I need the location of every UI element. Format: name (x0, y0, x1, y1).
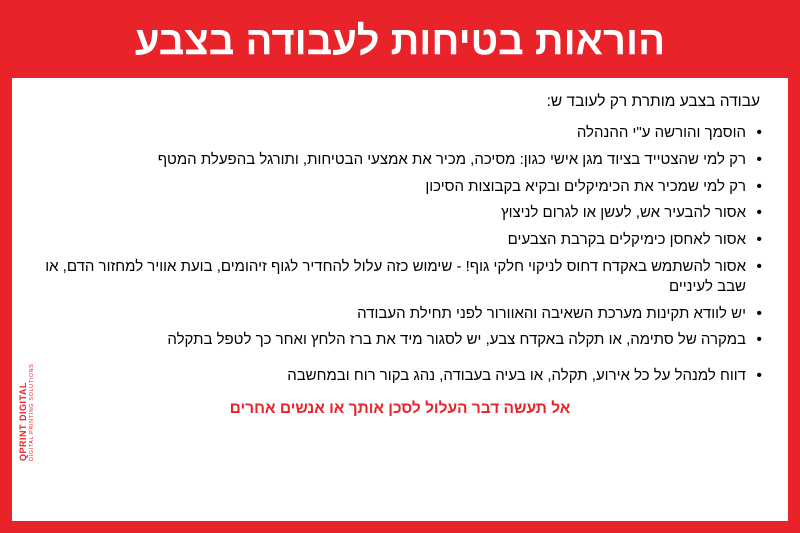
logo-name: QPRINT DIGITAL (18, 382, 28, 461)
footer-warning: אל תעשה דבר העלול לסכן אותך או אנשים אחרים (229, 399, 571, 417)
poster-content (12, 78, 788, 418)
list-item: • אסור להשתמש באקדח דחוס לניקוי חלקי גוף! - שימוש כזה עלול להחדיר לגוף זיהומים, בועת אוויר למחזור הדם, או שבב לעיניים (38, 257, 762, 297)
intro-text: עבודה בצבע מותרת רק לעובד ש: (546, 93, 760, 110)
logo (16, 343, 42, 463)
logo-tagline: DIGITAL PRINTING SOLUTIONS (29, 363, 35, 461)
list-item: • רק למי שהצטייד בציוד מגן אישי כגון: מסיכה, מכיר את אמצעי הבטיחות, ותורגל בהפעלת המטף (38, 150, 762, 170)
poster-inner (12, 12, 788, 521)
list-item: • הוסמך והורשה ע"י ההנהלה (38, 123, 762, 143)
list-item: • רק למי שמכיר את הכימיקלים ובקיא בקבוצות הסיכון (38, 177, 762, 197)
list-item: • אסור לאחסן כימיקלים בקרבת הצבעים (38, 230, 762, 250)
list-item: • במקרה של סתימה, או תקלה באקדח צבע, יש לסגור מיד את ברז הלחץ ואחר כך לטפל בתקלה (38, 330, 762, 350)
poster-title-bar (12, 12, 788, 78)
list-item: • דווח למנהל על כל אירוע, תקלה, או בעיה בעבודה, נהג בקור רוח ובמחשבה (38, 366, 762, 386)
rules-list (38, 123, 762, 386)
list-item: • יש לוודא תקינות מערכת השאיבה והאוורור לפני תחילת העבודה (38, 304, 762, 324)
list-item: • אסור להבעיר אש, לעשן או לגרום לניצוץ (38, 203, 762, 223)
page-title: הוראות בטיחות לעבודה בצבע (134, 19, 666, 63)
